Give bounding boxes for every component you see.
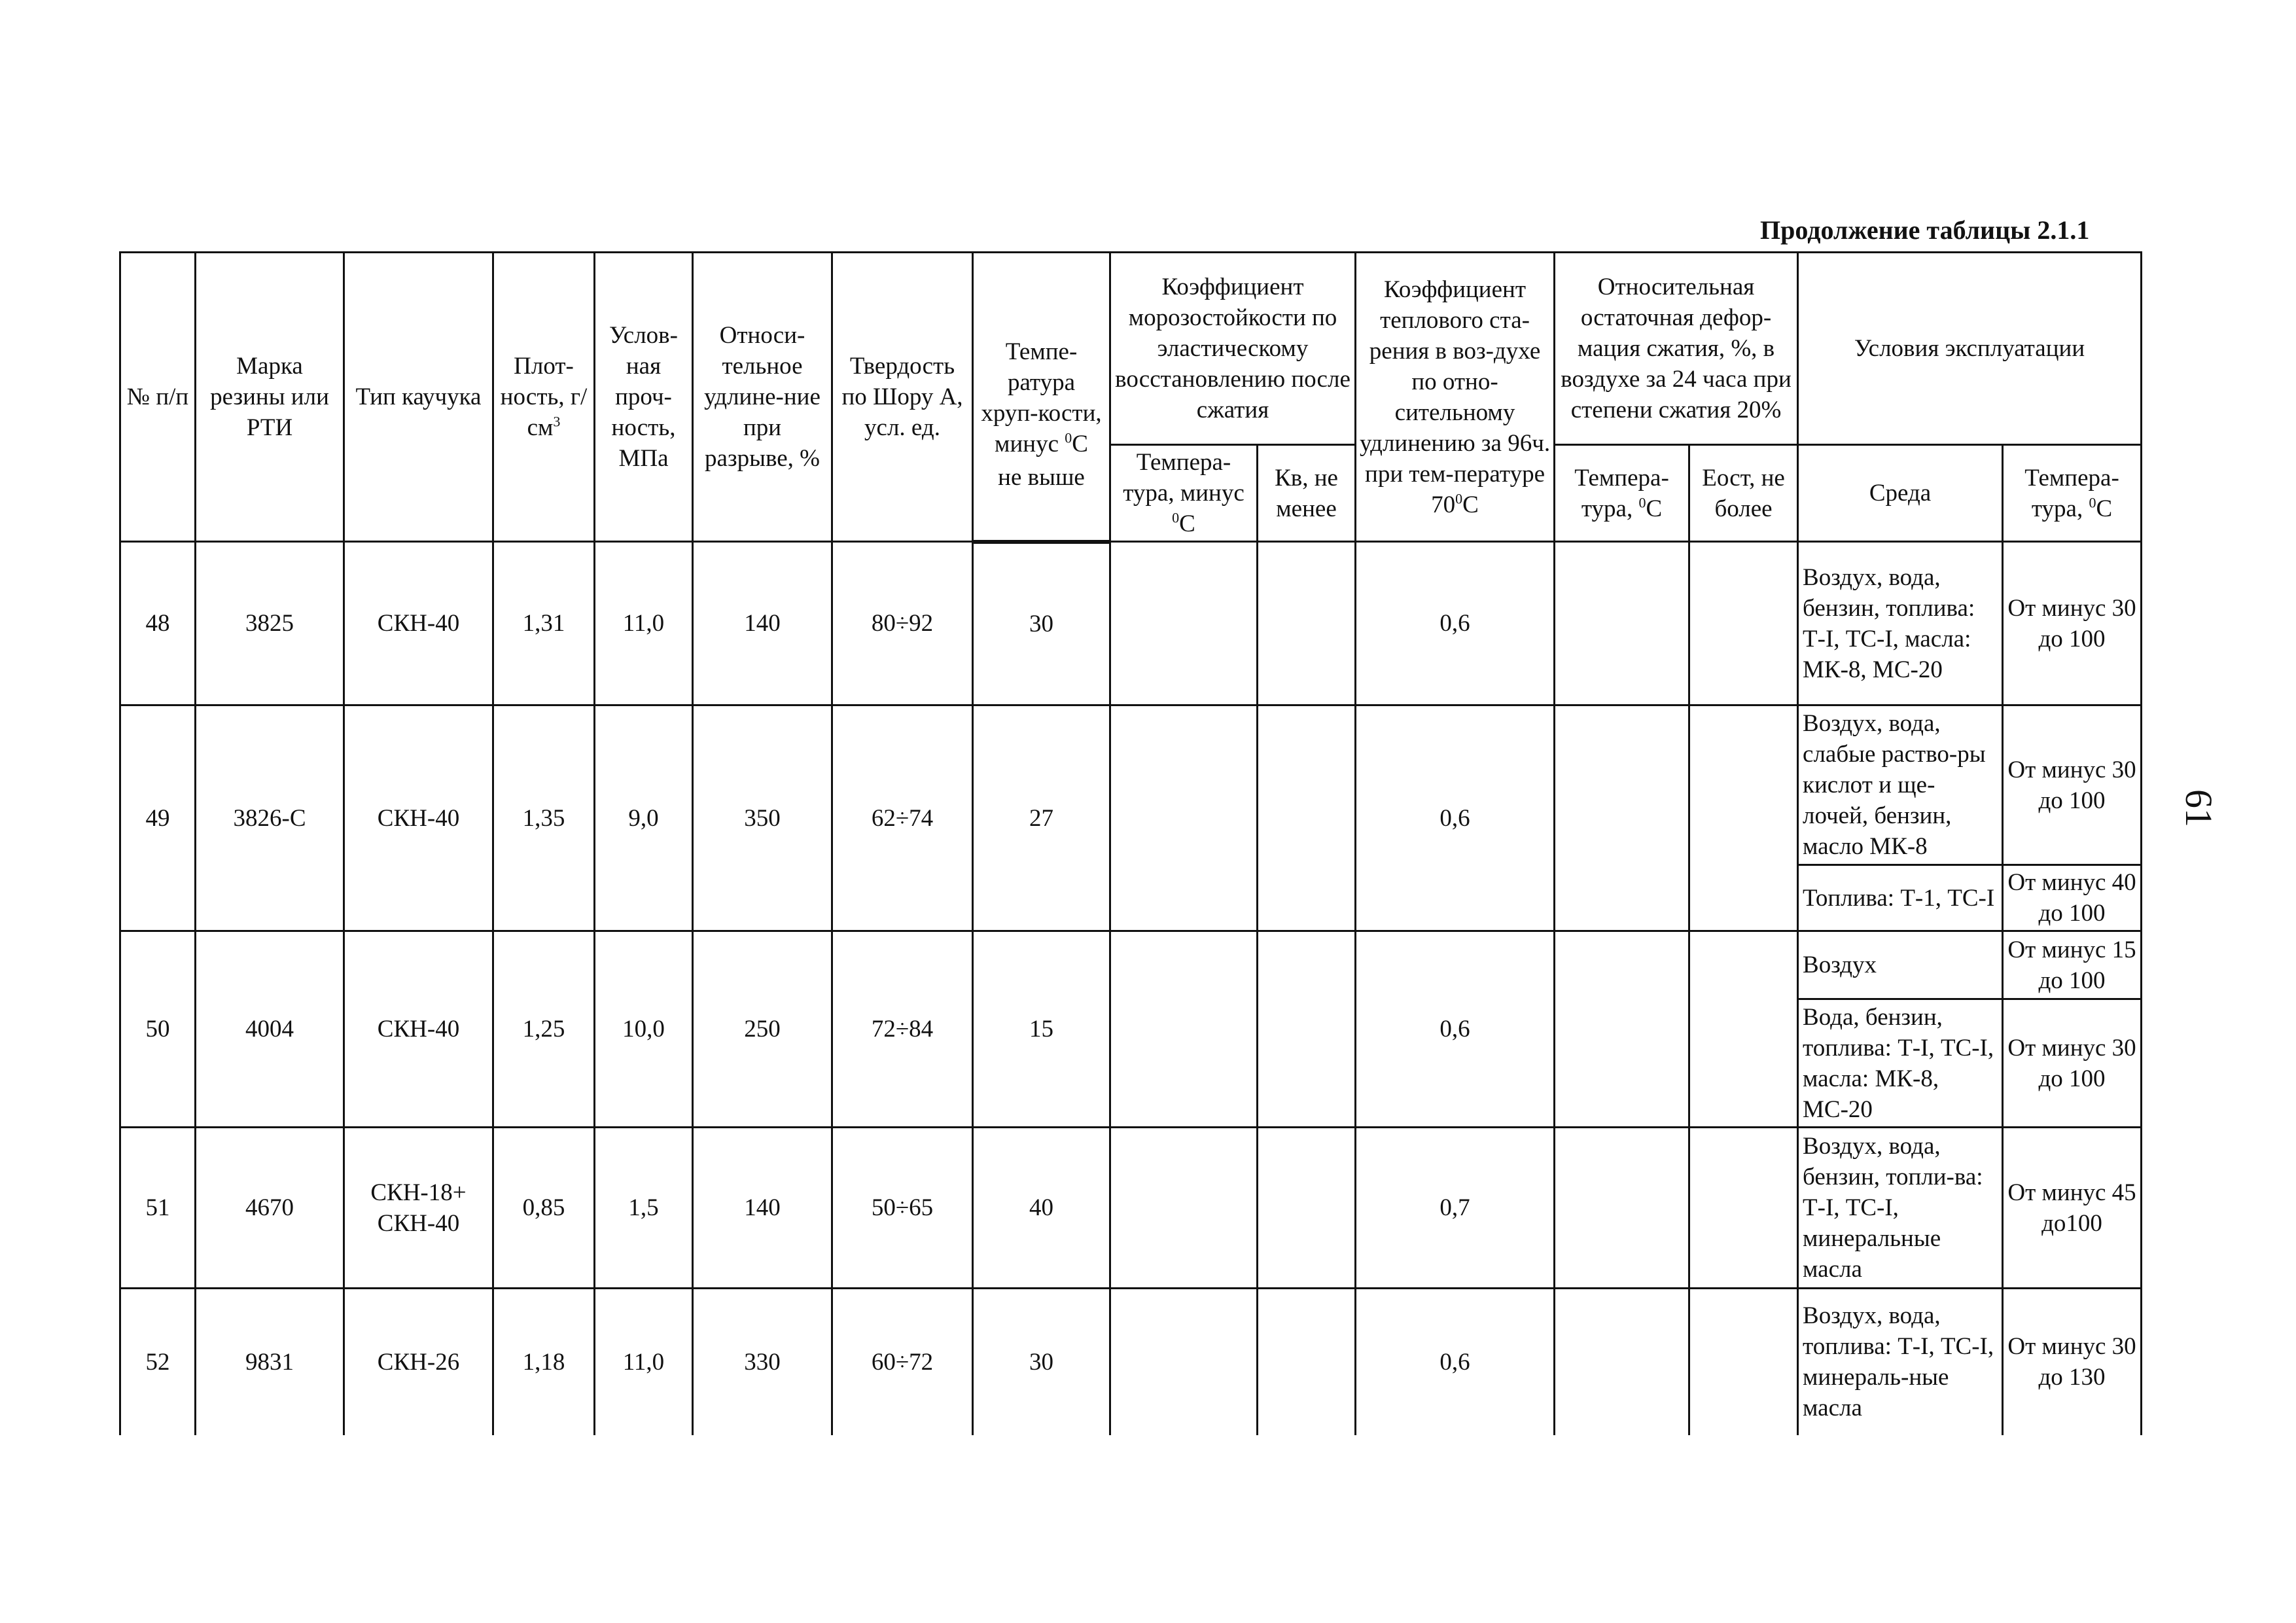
cell-strength: 11,0 xyxy=(595,1289,693,1435)
rubber-table xyxy=(119,251,2142,1435)
header-frost-temp xyxy=(1110,445,1258,542)
cell-elongation: 250 xyxy=(693,931,832,1128)
cell-elongation: 140 xyxy=(693,1128,832,1289)
cell-deform-temp xyxy=(1555,705,1689,931)
cell-rubber: СКН-26 xyxy=(344,1289,493,1435)
cell-brand: 4670 xyxy=(196,1128,344,1289)
cell-deform-temp xyxy=(1555,931,1689,1128)
cell-brand: 9831 xyxy=(196,1289,344,1435)
cell-brand: 3825 xyxy=(196,542,344,705)
header-frost-kv: Кв, не менее xyxy=(1258,445,1356,542)
cell-frost-temp xyxy=(1110,1128,1258,1289)
cell-num: 52 xyxy=(120,1289,196,1435)
cell-aging: 0,6 xyxy=(1356,542,1555,705)
header-brittle-deg: 0 xyxy=(1065,429,1072,446)
cell-frost-kv xyxy=(1258,542,1356,705)
header-cond-temp-deg: 0 xyxy=(2089,494,2096,511)
cell-deform-eost xyxy=(1689,1289,1798,1435)
header-density-text: Плот-ность, г/см xyxy=(500,353,588,441)
cell-cond-temp: От минус 30 до 100 xyxy=(2003,542,2142,705)
cell-brittle: 30 xyxy=(973,1289,1110,1435)
cell-density: 1,25 xyxy=(493,931,595,1128)
cell-frost-kv xyxy=(1258,1289,1356,1435)
cell-frost-kv xyxy=(1258,705,1356,931)
header-cond-temp-unit: C xyxy=(2096,495,2113,522)
cell-frost-temp xyxy=(1110,705,1258,931)
cell-deform-temp xyxy=(1555,542,1689,705)
cell-deform-eost xyxy=(1689,705,1798,931)
cell-brittle: 30 xyxy=(973,542,1110,705)
cell-env: Воздух, вода, слабые раство-ры кислот и ще-лочей, бензин, масло МК-8 xyxy=(1798,705,2003,865)
cell-env: Воздух, вода, бензин, топлива: Т-I, ТС-I, масла: МК-8, МС-20 xyxy=(1798,542,2003,705)
header-rubber: Тип каучука xyxy=(344,253,493,542)
cell-brand: 3826-С xyxy=(196,705,344,931)
page-number: 61 xyxy=(2178,789,2220,827)
cell-hardness: 50÷65 xyxy=(832,1128,973,1289)
header-brittle-text: Темпе-ратура хруп-кости, минус xyxy=(981,338,1102,458)
cell-env: Топлива: Т-1, ТС-I xyxy=(1798,865,2003,931)
table-row xyxy=(120,931,2142,999)
header-deform-temp xyxy=(1555,445,1689,542)
header-density-sup: 3 xyxy=(553,413,561,430)
cell-hardness: 60÷72 xyxy=(832,1289,973,1435)
table-row xyxy=(120,705,2142,865)
cell-deform-eost xyxy=(1689,931,1798,1128)
cell-frost-kv xyxy=(1258,931,1356,1128)
cell-aging: 0,6 xyxy=(1356,1289,1555,1435)
table-caption: Продолжение таблицы 2.1.1 xyxy=(1760,215,2090,245)
cell-rubber: СКН-18+ СКН-40 xyxy=(344,1128,493,1289)
table-row xyxy=(120,1128,2142,1289)
cell-aging: 0,6 xyxy=(1356,705,1555,931)
cell-deform-eost xyxy=(1689,542,1798,705)
header-frost-temp-deg: 0 xyxy=(1172,509,1180,526)
table-row xyxy=(120,1289,2142,1435)
cell-num: 50 xyxy=(120,931,196,1128)
header-brittle-unit: C xyxy=(1072,431,1088,458)
cell-density: 0,85 xyxy=(493,1128,595,1289)
table-row xyxy=(120,542,2142,705)
table-header xyxy=(120,253,2142,542)
cell-cond-temp: От минус 30 до 100 xyxy=(2003,705,2142,865)
cell-strength: 11,0 xyxy=(595,542,693,705)
header-aging-deg: 0 xyxy=(1455,490,1463,507)
header-density xyxy=(493,253,595,542)
header-deform-temp-unit: C xyxy=(1646,495,1663,522)
cell-cond-temp: От минус 30 до 100 xyxy=(2003,999,2142,1128)
cell-aging: 0,7 xyxy=(1356,1128,1555,1289)
cell-hardness: 80÷92 xyxy=(832,542,973,705)
cell-env: Воздух, вода, топлива: Т-I, ТС-I, минераль-ные масла xyxy=(1798,1289,2003,1435)
header-num: № п/п xyxy=(120,253,196,542)
header-hardness: Твердость по Шору А, усл. ед. xyxy=(832,253,973,542)
cell-rubber: СКН-40 xyxy=(344,542,493,705)
cell-num: 48 xyxy=(120,542,196,705)
cell-frost-temp xyxy=(1110,542,1258,705)
table-body xyxy=(120,542,2142,1435)
header-deform-temp-text: Темпера-тура, xyxy=(1574,464,1669,522)
header-cond-env: Среда xyxy=(1798,445,2003,542)
cell-cond-temp: От минус 15 до 100 xyxy=(2003,931,2142,999)
header-deform-group: Относительная остаточная дефор-мация сжатия, %, в воздухе за 24 часа при степени сжатия 20% xyxy=(1555,253,1798,445)
cell-frost-temp xyxy=(1110,931,1258,1128)
header-cond-temp-text: Темпера-тура, xyxy=(2024,464,2119,522)
header-frost-temp-text: Темпера-тура, минус xyxy=(1123,449,1245,507)
header-brand: Марка резины или РТИ xyxy=(196,253,344,542)
cell-rubber: СКН-40 xyxy=(344,931,493,1128)
cell-strength: 10,0 xyxy=(595,931,693,1128)
header-aging-text: Коэффициент теплового ста-рения в воз-духе по отно-сительному удлинению за 96ч. при тем-пературе 70 xyxy=(1359,276,1551,518)
cell-strength: 1,5 xyxy=(595,1128,693,1289)
header-brittle xyxy=(973,253,1110,461)
cell-brand: 4004 xyxy=(196,931,344,1128)
cell-hardness: 62÷74 xyxy=(832,705,973,931)
cell-density: 1,31 xyxy=(493,542,595,705)
cell-num: 51 xyxy=(120,1128,196,1289)
header-strength: Услов-ная проч-ность, МПа xyxy=(595,253,693,542)
cell-brittle: 40 xyxy=(973,1128,1110,1289)
cell-deform-eost xyxy=(1689,1128,1798,1289)
header-aging-unit: C xyxy=(1462,491,1479,518)
cell-deform-temp xyxy=(1555,1128,1689,1289)
cell-deform-temp xyxy=(1555,1289,1689,1435)
header-aging xyxy=(1356,253,1555,542)
header-elongation: Относи-тельное удлине-ние при разрыве, % xyxy=(693,253,832,542)
cell-density: 1,18 xyxy=(493,1289,595,1435)
cell-strength: 9,0 xyxy=(595,705,693,931)
header-frost-temp-unit: C xyxy=(1179,510,1195,537)
header-brittle-sub: не выше xyxy=(973,461,1110,541)
cell-elongation: 140 xyxy=(693,542,832,705)
cell-cond-temp: От минус 45 до100 xyxy=(2003,1128,2142,1289)
header-cond-temp xyxy=(2003,445,2142,542)
cell-env: Воздух, вода, бензин, топли-ва: Т-I, ТС-I, минеральные масла xyxy=(1798,1128,2003,1289)
cell-frost-kv xyxy=(1258,1128,1356,1289)
cell-frost-temp xyxy=(1110,1289,1258,1435)
cell-env: Воздух xyxy=(1798,931,2003,999)
header-deform-eost: Еост, не более xyxy=(1689,445,1798,542)
header-cond-group: Условия эксплуатации xyxy=(1798,253,2142,445)
cell-cond-temp: От минус 30 до 130 xyxy=(2003,1289,2142,1435)
cell-cond-temp: От минус 40 до 100 xyxy=(2003,865,2142,931)
header-deform-temp-deg: 0 xyxy=(1638,494,1646,511)
cell-elongation: 330 xyxy=(693,1289,832,1435)
cell-hardness: 72÷84 xyxy=(832,931,973,1128)
header-frost-group: Коэффициент морозостойкости по эластическому восстановлению после сжатия xyxy=(1110,253,1356,445)
cell-rubber: СКН-40 xyxy=(344,705,493,931)
cell-brittle: 15 xyxy=(973,931,1110,1128)
cell-brittle: 27 xyxy=(973,705,1110,931)
cell-elongation: 350 xyxy=(693,705,832,931)
cell-aging: 0,6 xyxy=(1356,931,1555,1128)
cell-env: Вода, бензин, топлива: Т-I, ТС-I, масла: МК-8, МС-20 xyxy=(1798,999,2003,1128)
cell-num: 49 xyxy=(120,705,196,931)
cell-density: 1,35 xyxy=(493,705,595,931)
